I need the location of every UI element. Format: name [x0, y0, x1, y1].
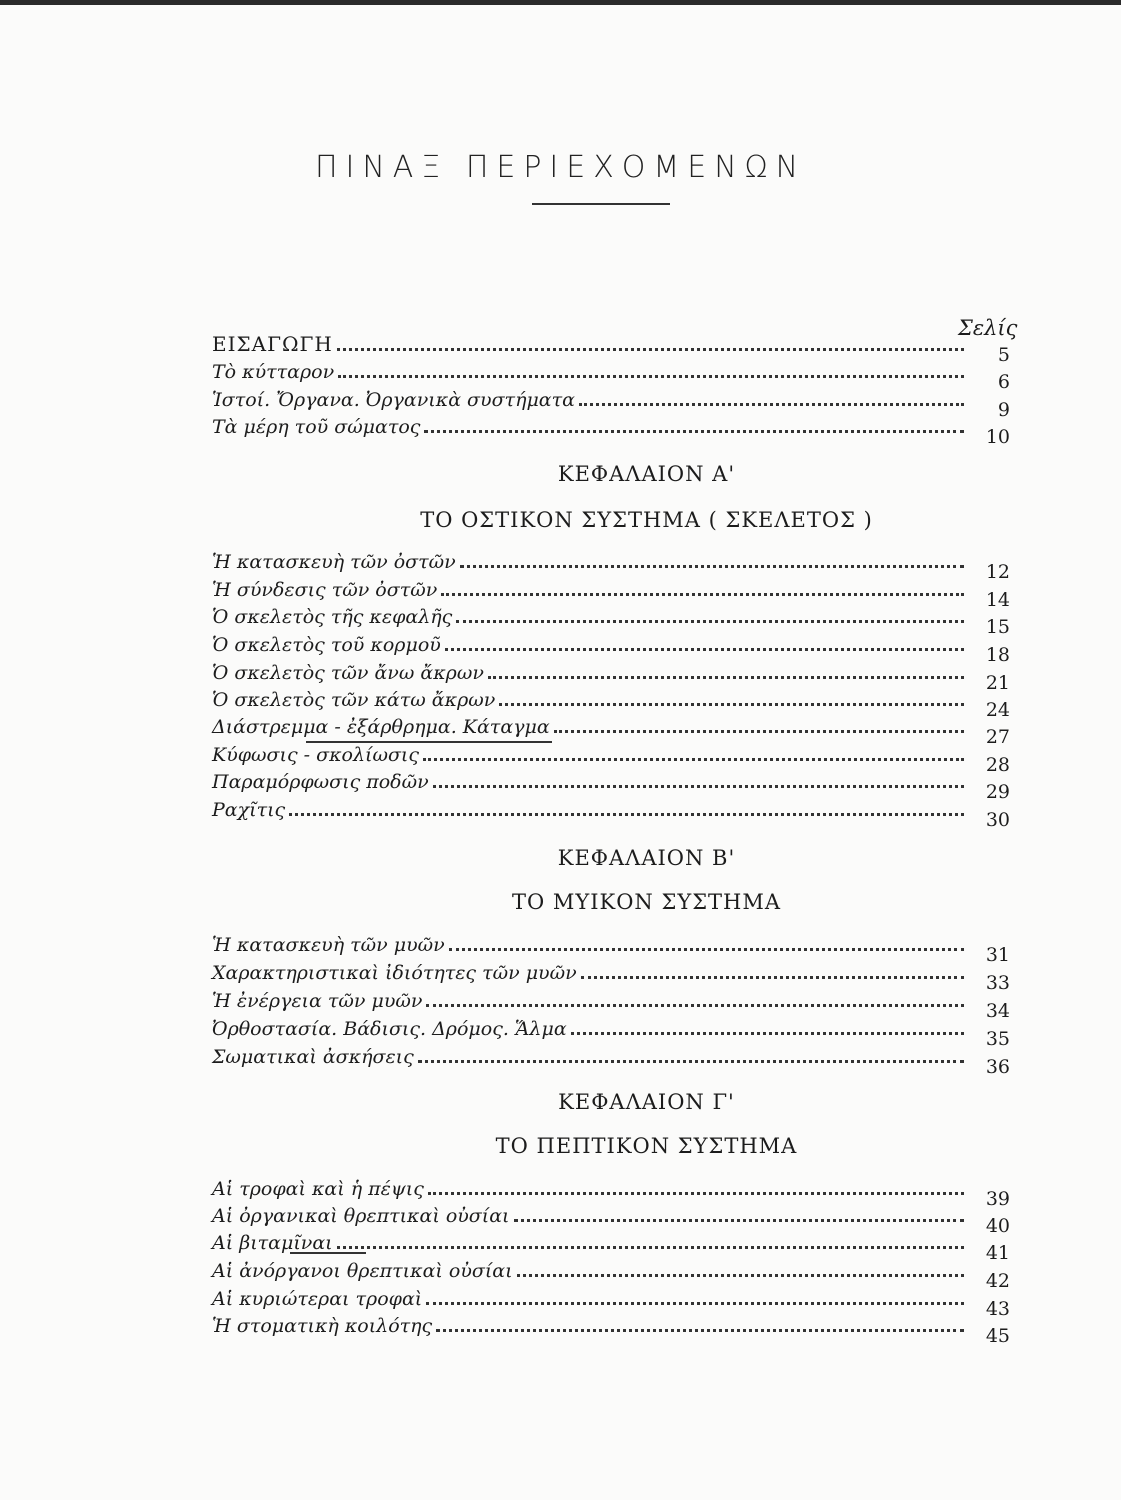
page-title: ΠΙΝΑΞ ΠΕΡΙΕΧΟΜΕΝΩΝ	[314, 150, 807, 185]
toc-entry	[212, 545, 1010, 583]
leader-dots	[571, 1032, 964, 1035]
toc-entry	[212, 1199, 1010, 1237]
toc-entry-title: Αἱ ὀργανικαὶ θρεπτικαὶ οὐσίαι	[212, 1205, 510, 1227]
chapter-heading: ΚΕΦΑΛΑΙΟΝ Α'	[557, 462, 736, 486]
toc-entry	[212, 1282, 1010, 1320]
toc-entry-page: 28	[985, 754, 1010, 776]
toc-entry	[212, 793, 1010, 831]
toc-entry-page: 39	[985, 1188, 1010, 1210]
toc-entry	[212, 656, 1010, 694]
toc-entry-title: Διάστρεμμα - ἐξάρθρημα. Κάταγμα	[212, 716, 550, 738]
leader-dots	[426, 1004, 964, 1007]
toc-entry-title: Ἡ ἐνέργεια τῶν μυῶν	[212, 990, 423, 1012]
leader-dots	[517, 1274, 964, 1277]
toc-entry	[212, 984, 1010, 1022]
leader-dots	[449, 948, 964, 951]
toc-entry-page: 27	[985, 726, 1010, 748]
toc-entry-title: ΕΙΣΑΓΩΓΗ	[212, 332, 333, 356]
leader-dots	[554, 730, 964, 733]
toc-entry	[212, 738, 1010, 776]
toc-entry-page: 31	[985, 944, 1010, 966]
toc-entry-page: 40	[985, 1215, 1010, 1237]
toc-entry-page: 12	[985, 561, 1010, 583]
leader-dots	[514, 1219, 964, 1222]
toc-entry-title: Αἱ ἀνόργανοι θρεπτικαὶ οὐσίαι	[212, 1260, 513, 1282]
leader-dots	[445, 648, 964, 651]
toc-entry-page: 14	[985, 589, 1010, 611]
leader-dots	[426, 1302, 964, 1305]
toc-entry-title: Κύφωσις - σκολίωσις	[212, 744, 420, 766]
toc-entry	[212, 1172, 1010, 1210]
toc-entry	[212, 383, 1010, 421]
toc-entry-page: 43	[985, 1298, 1010, 1320]
page-column-label: Σελίς	[958, 316, 1018, 340]
leader-dots	[460, 565, 964, 568]
toc-entry-title: Χαρακτηριστικαὶ ἰδιότητες τῶν μυῶν	[212, 962, 577, 984]
leader-dots	[581, 976, 964, 979]
leader-dots	[418, 1060, 964, 1063]
toc-entry-title: Αἱ κυριώτεραι τροφαὶ	[212, 1288, 423, 1310]
leader-dots	[499, 703, 964, 706]
toc-entry	[212, 1254, 1010, 1292]
leader-dots	[441, 593, 964, 596]
toc-entry	[212, 628, 1010, 666]
page-top-edge	[0, 0, 1121, 5]
chapter-subtitle: ΤΟ ΠΕΠΤΙΚΟΝ ΣΥΣΤΗΜΑ	[495, 1134, 798, 1158]
toc-entry-title: Αἱ τροφαὶ καὶ ἡ πέψις	[212, 1178, 424, 1200]
toc-entry	[212, 600, 1010, 638]
toc-entry-title: Ἡ στοματικὴ κοιλότης	[212, 1315, 433, 1337]
chapter-subtitle: ΤΟ ΜΥΙΚΟΝ ΣΥΣΤΗΜΑ	[511, 890, 782, 914]
chapter-heading: ΚΕΦΑΛΑΙΟΝ Γ'	[558, 1090, 735, 1114]
leader-dots	[579, 403, 964, 406]
toc-entry-page: 5	[997, 344, 1010, 366]
toc-entry-title: Ὁ σκελετὸς τῆς κεφαλῆς	[212, 606, 453, 628]
toc-entry-page: 45	[985, 1325, 1010, 1347]
toc-entry	[212, 928, 1010, 966]
toc-entry-page: 9	[997, 399, 1010, 421]
toc-entry-page: 29	[985, 781, 1010, 803]
toc-entry-title: Ἡ κατασκευὴ τῶν ὀστῶν	[212, 551, 456, 573]
toc-entry	[212, 573, 1010, 611]
toc-entry-page: 10	[985, 426, 1010, 448]
leader-dots	[337, 348, 964, 351]
toc-entry-page: 42	[985, 1270, 1010, 1292]
toc-entry-page: 21	[985, 672, 1010, 694]
toc-entry	[212, 355, 1010, 393]
toc-entry-title: Ἱστοί. Ὄργανα. Ὀργανικὰ συστήματα	[212, 389, 575, 411]
toc-entry-page: 33	[985, 972, 1010, 994]
leader-dots	[456, 620, 964, 623]
leader-dots	[424, 430, 964, 433]
toc-entry-page: 41	[985, 1242, 1010, 1264]
toc-entry-title: Αἱ βιταμῖναι	[212, 1232, 333, 1254]
toc-entry	[212, 1040, 1010, 1078]
toc-entry	[212, 683, 1010, 721]
toc-entry-title: Τὰ μέρη τοῦ σώματος	[212, 416, 421, 438]
toc-entry-title: Ὀρθοστασία. Βάδισις. Δρόμος. Ἅλμα	[212, 1018, 567, 1040]
leader-dots	[423, 758, 964, 761]
leader-dots	[436, 1329, 964, 1332]
toc-entry	[212, 710, 1010, 748]
toc-entry-title: Ραχῖτις	[212, 799, 286, 821]
toc-entry	[212, 1012, 1010, 1050]
toc-entry-title: Ἡ σύνδεσις τῶν ὀστῶν	[212, 579, 438, 601]
toc-entry-page: 35	[985, 1028, 1010, 1050]
toc-entry-title: Ὁ σκελετὸς τοῦ κορμοῦ	[212, 634, 441, 656]
toc-entry-title: Ἡ κατασκευὴ τῶν μυῶν	[212, 934, 445, 956]
toc-entry-page: 15	[985, 616, 1010, 638]
toc-entry-title: Τὸ κύτταρον	[212, 361, 335, 383]
toc-entry-page: 6	[997, 371, 1010, 393]
toc-entry	[212, 410, 1010, 448]
leader-dots	[289, 813, 964, 816]
toc-entry-page: 36	[985, 1056, 1010, 1078]
toc-entry	[212, 1226, 1010, 1264]
toc-entry-page: 30	[985, 809, 1010, 831]
toc-entry	[212, 765, 1010, 803]
toc-entry-title: Παραμόρφωσις ποδῶν	[212, 771, 429, 793]
leader-dots	[433, 785, 964, 788]
toc-entry	[212, 1309, 1010, 1347]
leader-dots	[338, 375, 964, 378]
toc-entry-page: 34	[985, 1000, 1010, 1022]
toc-entry	[212, 956, 1010, 994]
toc-entry-page: 18	[985, 644, 1010, 666]
toc-entry-title: Ὁ σκελετὸς τῶν ἄνω ἄκρων	[212, 662, 484, 684]
toc-entry	[212, 328, 1010, 366]
chapter-heading: ΚΕΦΑΛΑΙΟΝ Β'	[557, 846, 736, 870]
leader-dots	[488, 676, 964, 679]
toc-entry-page: 24	[985, 699, 1010, 721]
toc-entry-title: Ὁ σκελετὸς τῶν κάτω ἄκρων	[212, 689, 496, 711]
title-underline	[532, 203, 670, 205]
chapter-subtitle: ΤΟ ΟΣΤΙΚΟΝ ΣΥΣΤΗΜΑ ( ΣΚΕΛΕΤΟΣ )	[420, 508, 873, 532]
leader-dots	[428, 1192, 964, 1195]
toc-entry-title: Σωματικαὶ ἀσκήσεις	[212, 1046, 414, 1068]
leader-dots	[337, 1246, 964, 1249]
